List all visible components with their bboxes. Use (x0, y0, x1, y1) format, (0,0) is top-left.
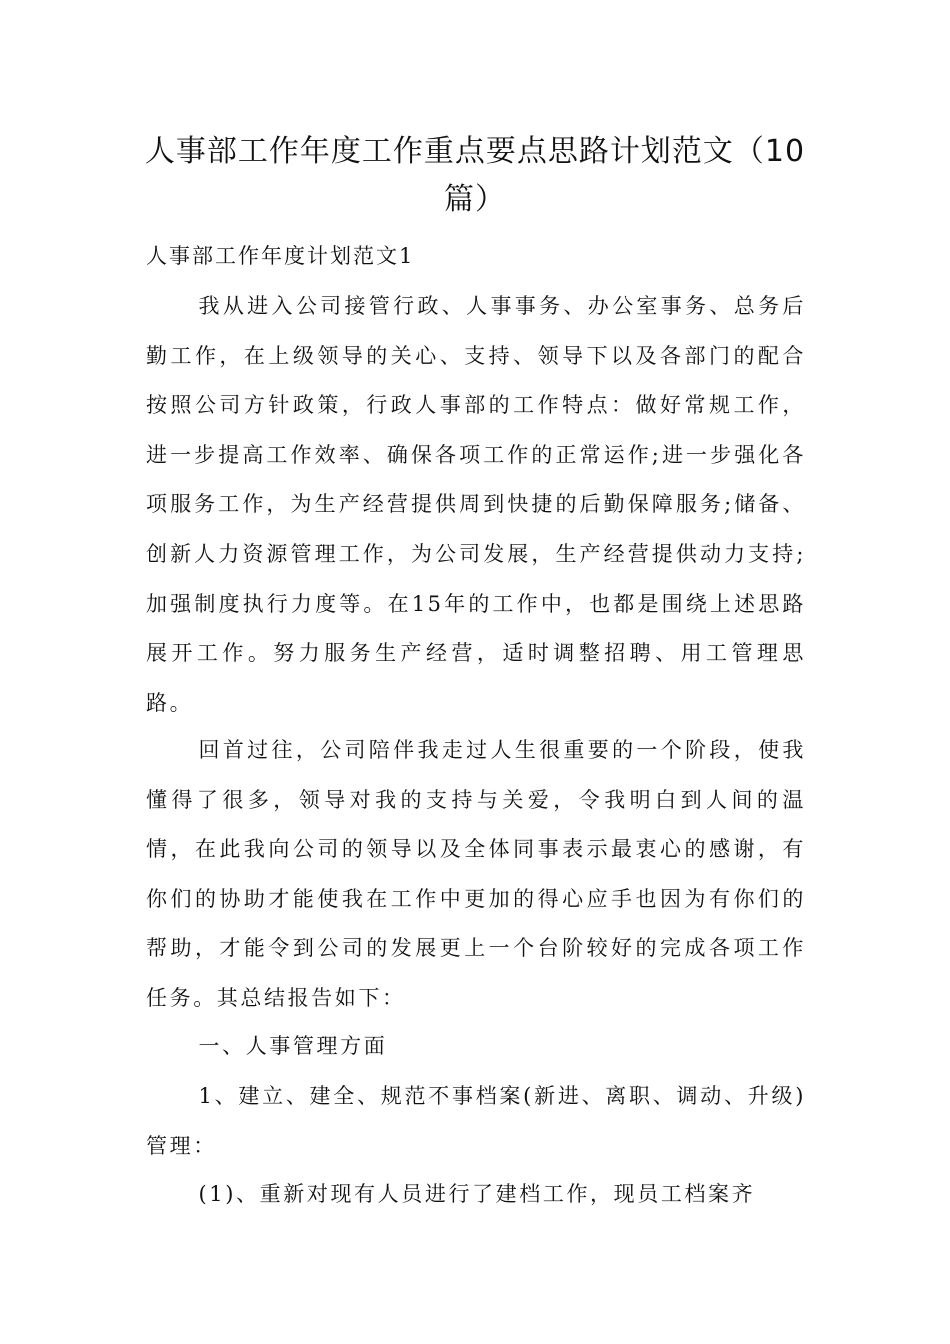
paragraph-item-1-1: (1)、重新对现有人员进行了建档工作，现员工档案齐 (198, 1182, 756, 1206)
document-title: 人事部工作年度工作重点要点思路计划范文（10篇） (144, 134, 806, 217)
paragraph-intro: 我从进入公司接管行政、人事事务、办公室事务、总务后勤工作，在上级领导的关心、支持、领导下以及各部门的配合按照公司方针政策，行政人事部的工作特点：做好常规工作，进一步提高工作效率、确保各项工作的正常运作;进一步强化各项服务工作，为生产经营提供周到快捷的后勤保障服务;储备、创新人力资源管理工作，为公司发展，生产经营提供动力支持;加强制度执行力度等。在15年的工作中，也都是围绕上述思路展开工作。努力服务生产经营，适时调整招聘、用工管理思路。 (146, 294, 806, 715)
section-heading: 人事部工作年度计划范文1 (146, 244, 415, 268)
subheading-personnel-management: 一、人事管理方面 (198, 1034, 388, 1058)
paragraph-item-1: 1、建立、建全、规范不事档案(新进、离职、调动、升级)管理： (146, 1084, 806, 1158)
paragraph-review: 回首过往，公司陪伴我走过人生很重要的一个阶段，使我懂得了很多，领导对我的支持与关爱，令我明白到人间的温情，在此我向公司的领导以及全体同事表示最衷心的感谢，有你们的协助才能使我在工作中更加的得心应手也因为有你们的帮助，才能令到公司的发展更上一个台阶较好的完成各项工作任务。其总结报告如下： (146, 738, 806, 1010)
